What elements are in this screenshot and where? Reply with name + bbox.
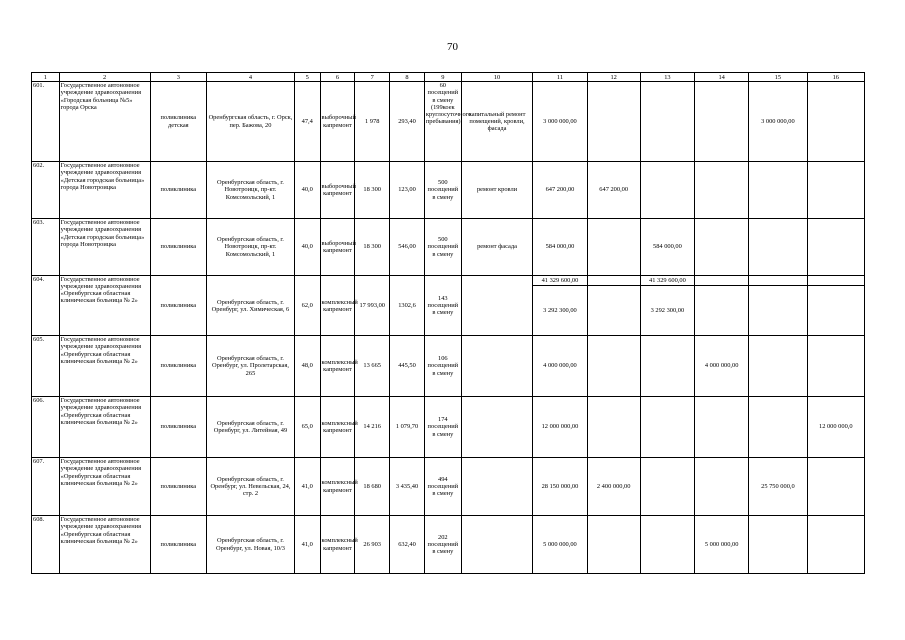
col15-amount: 25 750 000,0 xyxy=(749,458,807,516)
col12-amount xyxy=(587,336,640,397)
col15-amount: 3 000 000,00 xyxy=(749,82,807,162)
col16-amount xyxy=(807,286,864,336)
col15-amount xyxy=(749,219,807,276)
institution-name: Государственное автономное учреждение здравоохранения «Оренбургская областная клиническая больница № 2» xyxy=(59,276,150,336)
capacity: 106 посещений в смену xyxy=(424,336,461,397)
address: Оренбургская область, г. Оренбург, ул. Химическая, 6 xyxy=(206,276,294,336)
col16-amount xyxy=(807,162,864,219)
capacity: 60 посещений в смену (199коек круглосуточного пребывания) xyxy=(424,82,461,162)
capacity: 202 посещений в смену xyxy=(424,516,461,574)
col8-value: 1302,6 xyxy=(390,276,425,336)
col12-amount xyxy=(587,397,640,458)
table-row xyxy=(32,219,865,276)
col5-value: 41,0 xyxy=(294,516,320,574)
work-description xyxy=(461,458,533,516)
col5-value: 40,0 xyxy=(294,219,320,276)
column-header: 9 xyxy=(424,73,461,82)
total-amount: 28 150 000,00 xyxy=(533,458,587,516)
col16-amount xyxy=(807,336,864,397)
capacity: 143 посещений в смену xyxy=(424,276,461,336)
row-number: 601. xyxy=(32,82,60,162)
col15-amount xyxy=(749,276,807,286)
column-header: 6 xyxy=(320,73,355,82)
institution-name: Государственное автономное учреждение здравоохранения «Оренбургская областная клиническая больница № 2» xyxy=(59,458,150,516)
page-number: 70 xyxy=(447,41,458,53)
col5-value: 65,0 xyxy=(294,397,320,458)
facility-type: поликлиника xyxy=(150,516,206,574)
work-description: ремонт кровли xyxy=(461,162,533,219)
column-header: 2 xyxy=(59,73,150,82)
col5-value: 48,0 xyxy=(294,336,320,397)
col8-value: 632,40 xyxy=(390,516,425,574)
row-number: 608. xyxy=(32,516,60,574)
total-amount: 4 000 000,00 xyxy=(533,336,587,397)
work-type: комплексный капремонт xyxy=(320,276,355,336)
total-amount: 3 000 000,00 xyxy=(533,82,587,162)
column-header: 10 xyxy=(461,73,533,82)
col14-amount xyxy=(695,397,749,458)
col13-amount xyxy=(640,336,694,397)
col8-value: 3 435,40 xyxy=(390,458,425,516)
col8-value: 1 079,70 xyxy=(390,397,425,458)
work-description xyxy=(461,397,533,458)
col16-amount xyxy=(807,219,864,276)
facility-type: поликлиника xyxy=(150,219,206,276)
column-header: 7 xyxy=(355,73,390,82)
capacity: 500 посещений в смену xyxy=(424,219,461,276)
col12-amount xyxy=(587,276,640,286)
col13-amount xyxy=(640,516,694,574)
col7-value: 26 903 xyxy=(355,516,390,574)
col15-amount xyxy=(749,286,807,336)
work-description xyxy=(461,336,533,397)
column-header: 16 xyxy=(807,73,864,82)
facility-type: поликлиника xyxy=(150,397,206,458)
capacity: 494 посещений в смену xyxy=(424,458,461,516)
work-description: капитальный ремонт помещений, кровли, фасада xyxy=(461,82,533,162)
col7-value: 1 978 xyxy=(355,82,390,162)
col16-amount xyxy=(807,82,864,162)
col7-value: 13 665 xyxy=(355,336,390,397)
col13-amount: 584 000,00 xyxy=(640,219,694,276)
work-type: комплексный капремонт xyxy=(320,516,355,574)
total-amount: 3 292 300,00 xyxy=(533,286,587,336)
address: Оренбургская область, г. Орск, пер. Бажова, 20 xyxy=(206,82,294,162)
work-type: комплексный капремонт xyxy=(320,458,355,516)
table-row xyxy=(32,82,865,162)
total-amount-subtotal: 41 329 600,00 xyxy=(533,276,587,286)
col13-amount xyxy=(640,82,694,162)
work-description: ремонт фасада xyxy=(461,219,533,276)
table-row xyxy=(32,276,865,286)
work-type: выборочный капремонт xyxy=(320,82,355,162)
col8-value: 546,00 xyxy=(390,219,425,276)
col12-amount: 647 200,00 xyxy=(587,162,640,219)
work-type: выборочный капремонт xyxy=(320,219,355,276)
table-row xyxy=(32,336,865,397)
row-number: 604. xyxy=(32,276,60,336)
column-header: 15 xyxy=(749,73,807,82)
row-number: 605. xyxy=(32,336,60,397)
institution-name: Государственное автономное учреждение здравоохранения «Детская городская больница» города Новотроицка xyxy=(59,219,150,276)
work-type: выборочный капремонт xyxy=(320,162,355,219)
column-number-row xyxy=(32,73,865,82)
column-header: 1 xyxy=(32,73,60,82)
col14-amount xyxy=(695,458,749,516)
total-amount: 647 200,00 xyxy=(533,162,587,219)
address: Оренбургская область, г. Новотроицк, пр-кт. Комсомольский, 1 xyxy=(206,162,294,219)
total-amount: 12 000 000,00 xyxy=(533,397,587,458)
col14-amount xyxy=(695,276,749,286)
col12-amount: 2 400 000,00 xyxy=(587,458,640,516)
col15-amount xyxy=(749,336,807,397)
column-header: 5 xyxy=(294,73,320,82)
capacity: 500 посещений в смену xyxy=(424,162,461,219)
address: Оренбургская область, г. Оренбург, ул. Литейная, 49 xyxy=(206,397,294,458)
table-row xyxy=(32,516,865,574)
institution-name: Государственное автономное учреждение здравоохранения «Детская городская больница» города Новотроицка xyxy=(59,162,150,219)
col14-amount xyxy=(695,82,749,162)
institution-name: Государственное автономное учреждение здравоохранения «Городская больница №5» города Орска xyxy=(59,82,150,162)
total-amount: 5 000 000,00 xyxy=(533,516,587,574)
col15-amount xyxy=(749,516,807,574)
institution-name: Государственное автономное учреждение здравоохранения «Оренбургская областная клиническая больница № 2» xyxy=(59,397,150,458)
column-header: 13 xyxy=(640,73,694,82)
col7-value: 14 216 xyxy=(355,397,390,458)
facility-type: поликлиника xyxy=(150,336,206,397)
col5-value: 40,0 xyxy=(294,162,320,219)
col12-amount xyxy=(587,516,640,574)
col7-value: 18 680 xyxy=(355,458,390,516)
col12-amount xyxy=(587,286,640,336)
table-row xyxy=(32,397,865,458)
facility-type: поликлиника xyxy=(150,458,206,516)
col14-amount: 5 000 000,00 xyxy=(695,516,749,574)
table-row xyxy=(32,458,865,516)
column-header: 3 xyxy=(150,73,206,82)
facility-type: поликлиника детская xyxy=(150,82,206,162)
col14-amount xyxy=(695,219,749,276)
col7-value: 17 993,00 xyxy=(355,276,390,336)
col5-value: 62,0 xyxy=(294,276,320,336)
col5-value: 41,0 xyxy=(294,458,320,516)
col5-value: 47,4 xyxy=(294,82,320,162)
column-header: 14 xyxy=(695,73,749,82)
work-type: комплексный капремонт xyxy=(320,397,355,458)
col14-amount xyxy=(695,162,749,219)
col13-amount-subtotal: 41 329 600,00 xyxy=(640,276,694,286)
address: Оренбургская область, г. Оренбург, ул. Невельская, 24, стр. 2 xyxy=(206,458,294,516)
col12-amount xyxy=(587,219,640,276)
col14-amount xyxy=(695,286,749,336)
facility-type: поликлиника xyxy=(150,276,206,336)
row-number: 606. xyxy=(32,397,60,458)
capacity: 174 посещений в смену xyxy=(424,397,461,458)
facility-type: поликлиника xyxy=(150,162,206,219)
col8-value: 293,40 xyxy=(390,82,425,162)
address: Оренбургская область, г. Новотроицк, пр-кт. Комсомольский, 1 xyxy=(206,219,294,276)
row-number: 602. xyxy=(32,162,60,219)
col16-amount xyxy=(807,516,864,574)
col16-amount xyxy=(807,458,864,516)
institution-name: Государственное автономное учреждение здравоохранения «Оренбургская областная клиническая больница № 2» xyxy=(59,336,150,397)
column-header: 12 xyxy=(587,73,640,82)
address: Оренбургская область, г. Оренбург, ул. Пролетарская, 265 xyxy=(206,336,294,397)
column-header: 11 xyxy=(533,73,587,82)
col7-value: 18 300 xyxy=(355,219,390,276)
col8-value: 123,00 xyxy=(390,162,425,219)
col15-amount xyxy=(749,162,807,219)
capital-repair-table xyxy=(31,72,865,574)
col16-amount xyxy=(807,276,864,286)
work-type: комплексный капремонт xyxy=(320,336,355,397)
col14-amount: 4 000 000,00 xyxy=(695,336,749,397)
col13-amount xyxy=(640,162,694,219)
row-number: 607. xyxy=(32,458,60,516)
work-description xyxy=(461,276,533,336)
institution-name: Государственное автономное учреждение здравоохранения «Оренбургская областная клиническая больница № 2» xyxy=(59,516,150,574)
col7-value: 18 300 xyxy=(355,162,390,219)
work-description xyxy=(461,516,533,574)
col12-amount xyxy=(587,82,640,162)
col13-amount: 3 292 300,00 xyxy=(640,286,694,336)
row-number: 603. xyxy=(32,219,60,276)
col13-amount xyxy=(640,397,694,458)
col8-value: 445,50 xyxy=(390,336,425,397)
column-header: 4 xyxy=(206,73,294,82)
total-amount: 584 000,00 xyxy=(533,219,587,276)
table-row xyxy=(32,162,865,219)
col16-amount: 12 000 000,0 xyxy=(807,397,864,458)
column-header: 8 xyxy=(390,73,425,82)
address: Оренбургская область, г. Оренбург, ул. Новая, 10/3 xyxy=(206,516,294,574)
col13-amount xyxy=(640,458,694,516)
col15-amount xyxy=(749,397,807,458)
